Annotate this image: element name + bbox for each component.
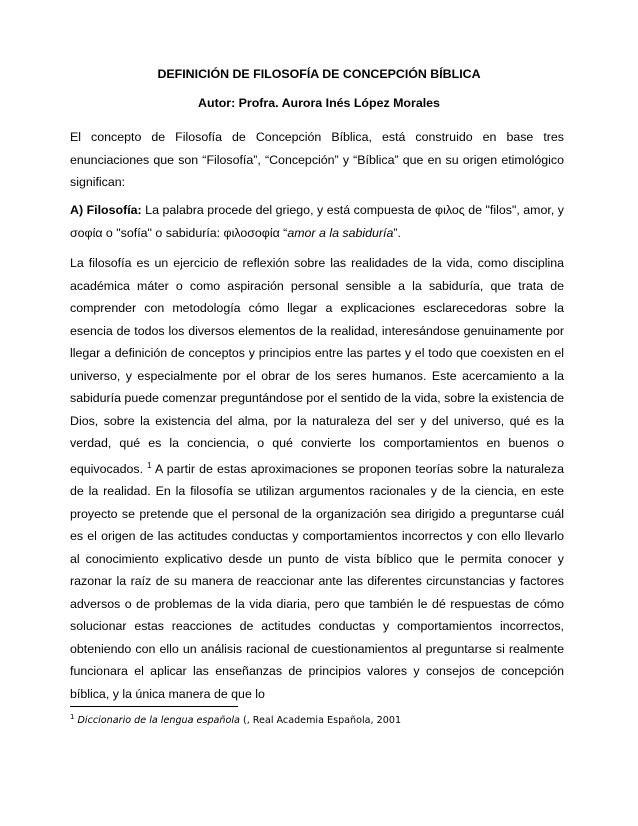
body-text-part2: A partir de estas aproximaciones se proponen teorías sobre la naturaleza de la realidad. En la filosofía se utilizan argumentos racionales y de la ciencia, en este proyecto se pretende que el personal de la organización sea dirigido a preguntarse cuál es el origen de las actitudes conductas y comportamientos incorrectos y con ello llevarlo al conocimiento explicativo desde un punto de vista bíblico que le permita conocer y razonar la raíz de su manera de reaccionar ante las diferentes circunstancias y factores adversos o de problemas de la vida diaria, pero que también le dé respuestas de cómo solucionar estas reacciones de actitudes conductas y comportamientos incorrectos, obteniendo con ello un análisis racional de cuestionamientos al preguntarse si realmente funcionara el aplicar las enseñanzas de principios valores y consejos de concepción bíblica, y la única manera de que lo bbox=[70, 461, 564, 701]
footnote-reference[interactable]: 1 bbox=[147, 460, 152, 470]
body-text-part1: La filosofía es un ejercicio de reflexión sobre las realidades de la vida, como disciplina académica máter o como aspiración personal sensible a la sabiduría, que trata de comprender con metodología cómo llegar a explicaciones esclarecedoras sobre la esencia de todos los diversos elementos de la realidad, interesándose genuinamente por llegar a definición de conceptos y principios entre las partes y el todo que coexisten en el universo, y especialmente por el obrar de los seres humanos. Este acercamiento a la sabiduría puede comenzar preguntándose por el sentido de la vida, sobre la existencia de Dios, sobre la existencia del alma, por la naturaleza del ser y del universo, qué es la verdad, qué es la conciencia, o qué convierte los comportamientos en buenos o equivocados. bbox=[70, 256, 564, 476]
document-title: DEFINICIÓN DE FILOSOFÍA DE CONCEPCIÓN BÍBLICA bbox=[157, 67, 481, 81]
document-author: Autor: Profra. Aurora Inés López Morales bbox=[198, 96, 440, 110]
footnote bbox=[70, 713, 564, 726]
footnote-divider bbox=[70, 706, 238, 707]
section-a-label: A) Filosofía: bbox=[70, 203, 142, 217]
section-a-paragraph bbox=[70, 199, 564, 244]
body-paragraph bbox=[70, 252, 564, 705]
section-a-closing: ”. bbox=[393, 225, 401, 240]
footnote-mark: 1 bbox=[70, 713, 75, 721]
footnote-source-title: Diccionario de la lengua española bbox=[77, 715, 240, 726]
intro-paragraph: El concepto de Filosofía de Concepción Bíblica, está construido en base tres enunciaciones que son “Filosofía”, “Concepción” y “Bíblica” que en su origen etimológico significan: bbox=[70, 130, 564, 189]
section-a-italic-phrase: amor a la sabiduría bbox=[287, 225, 394, 240]
section-a-text: La palabra procede del griego, y está compuesta de φιλος de "filos", amor, y σοφία o "sofía" o sabiduría: φιλοσοφία “ bbox=[70, 203, 564, 240]
footnote-source-rest: (, Real Academia Española, 2001 bbox=[239, 715, 402, 726]
